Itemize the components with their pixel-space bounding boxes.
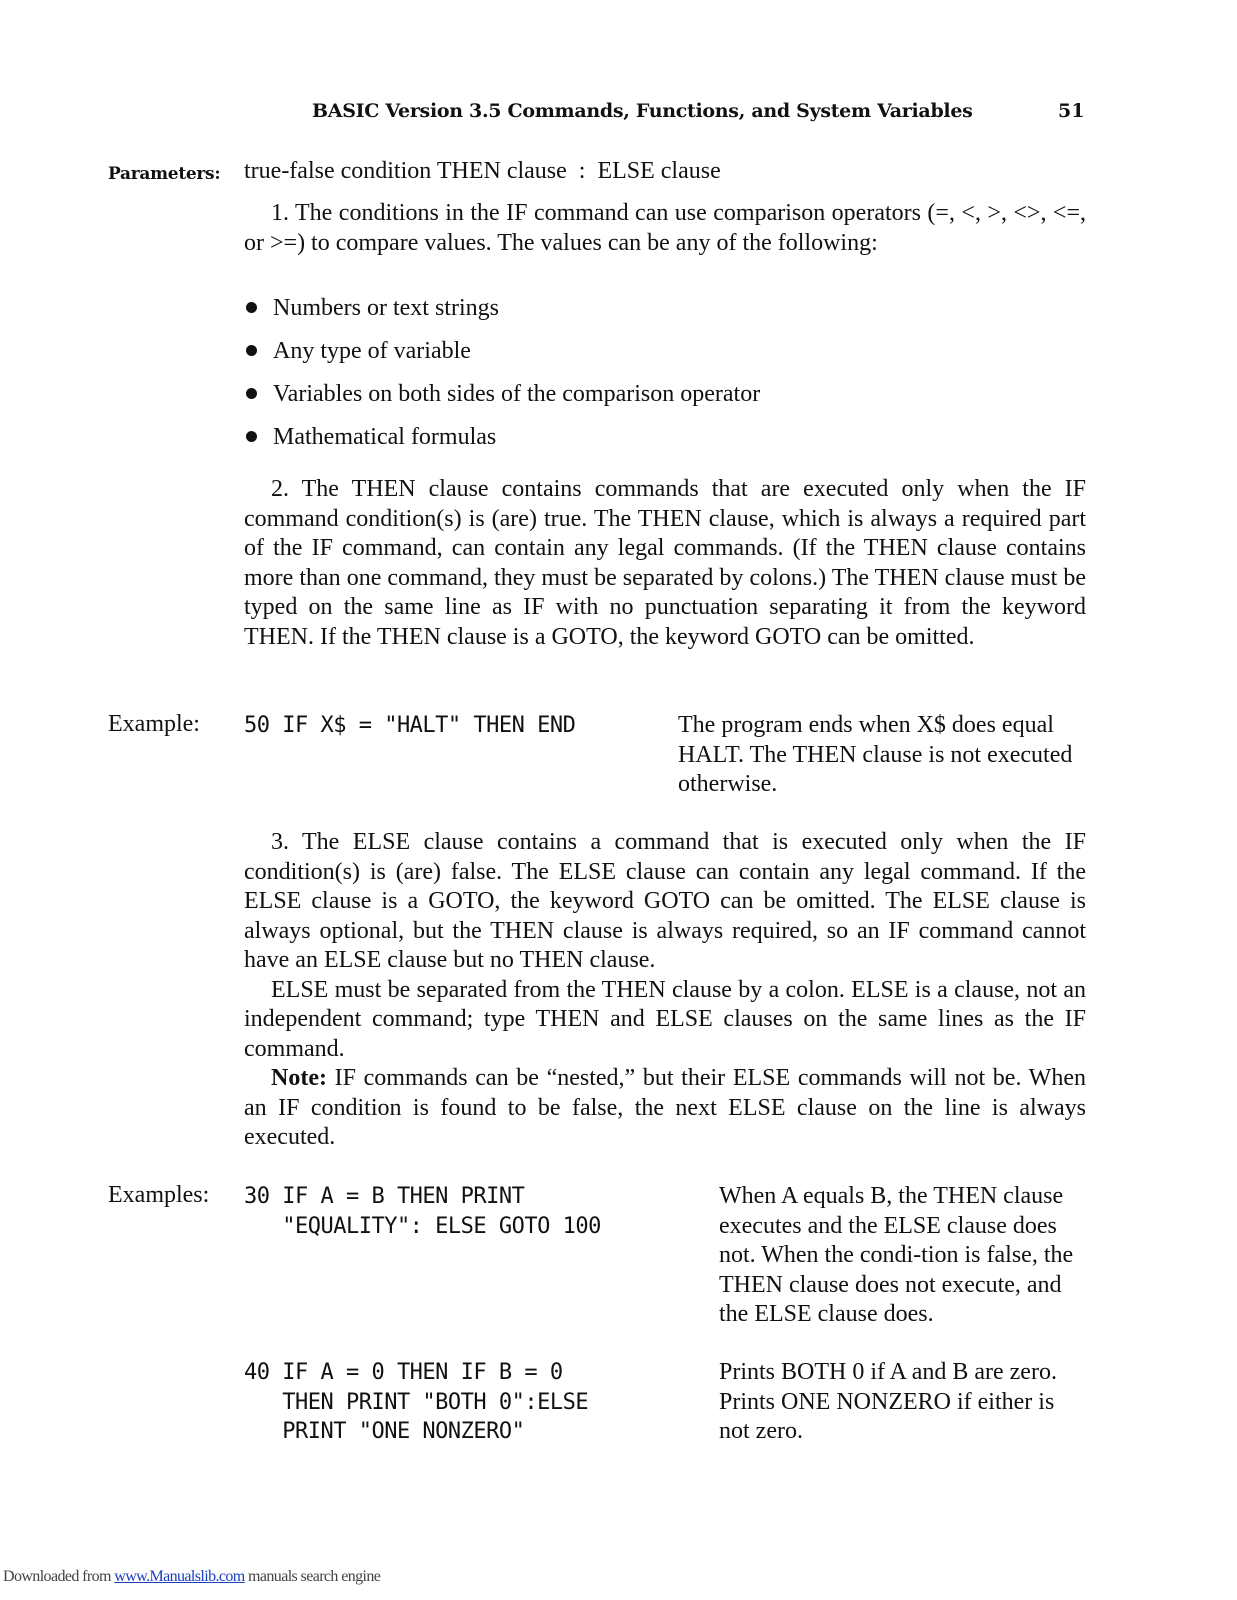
download-footer: Downloaded from www.Manualslib.com manuals search engine bbox=[3, 1568, 381, 1585]
bullet-icon bbox=[246, 302, 257, 313]
example-code-30: 30 IF A = B THEN PRINT "EQUALITY": ELSE GOTO 100 bbox=[244, 1184, 601, 1239]
point-3-paragraph bbox=[244, 828, 1086, 1153]
else-separator-text: ELSE must be separated from the THEN clause by a colon. ELSE is a clause, not an independent command; type THEN and ELSE clauses on the same lines as the IF command. bbox=[244, 976, 1086, 1062]
list-item: Any type of variable bbox=[244, 329, 760, 372]
list-item: Variables on both sides of the comparison operator bbox=[244, 372, 760, 415]
bullet-icon bbox=[246, 431, 257, 442]
note-paragraph bbox=[244, 1064, 1086, 1153]
page-number: 51 bbox=[1058, 100, 1085, 122]
manualslib-link[interactable]: www.Manualslib.com bbox=[114, 1568, 245, 1585]
example-label: Example: bbox=[108, 711, 200, 737]
bullet-icon bbox=[246, 388, 257, 399]
parameters-text: true-false condition THEN clause : ELSE clause bbox=[244, 158, 721, 184]
list-item: Numbers or text strings bbox=[244, 286, 760, 329]
note-text: IF commands can be “nested,” but their ELSE commands will not be. When an IF condition is found to be false, the next ELSE clause on the line is always executed. bbox=[244, 1065, 1086, 1150]
point-2-text: 2. The THEN clause contains commands that are executed only when the IF command condition(s) is (are) true. The THEN clause, which is always a required part of the IF command, can contain any legal commands. (If the THEN clause contains more than one command, they must be separated by colons.) The THEN clause must be typed on the same line as IF with no punctuation separating it from the keyword THEN. If the THEN clause is a GOTO, the keyword GOTO can be omitted. bbox=[244, 476, 1086, 650]
value-types-list bbox=[244, 286, 760, 458]
example-description: The program ends when X$ does equal HALT. The THEN clause is not executed otherwise. bbox=[678, 712, 1073, 797]
bullet-icon bbox=[246, 345, 257, 356]
point-1-text: 1. The conditions in the IF command can use comparison operators (=, <, >, <>, <=, or >=) to compare values. The values can be any of the following: bbox=[244, 200, 1086, 256]
list-item: Mathematical formulas bbox=[244, 415, 760, 458]
point-2-paragraph bbox=[244, 475, 1086, 652]
parameters-label: Parameters: bbox=[108, 164, 221, 184]
running-header-title: BASIC Version 3.5 Commands, Functions, and System Variables bbox=[312, 100, 973, 122]
example-code: 50 IF X$ = "HALT" THEN END bbox=[244, 713, 576, 738]
point-1-paragraph bbox=[244, 199, 1086, 258]
example-description-40: Prints BOTH 0 if A and B are zero. Prints ONE NONZERO if either is not zero. bbox=[719, 1359, 1057, 1444]
example-code-40: 40 IF A = 0 THEN IF B = 0 THEN PRINT "BOTH 0":ELSE PRINT "ONE NONZERO" bbox=[244, 1360, 589, 1444]
examples-label: Examples: bbox=[108, 1182, 210, 1208]
note-label: Note: bbox=[271, 1065, 327, 1091]
example-description-30: When A equals B, the THEN clause executes and the ELSE clause does not. When the condi-tion is false, the THEN clause does not execute, and the ELSE clause does. bbox=[719, 1183, 1074, 1327]
point-3-text: 3. The ELSE clause contains a command that is executed only when the IF condition(s) is (are) false. The ELSE clause can contain any legal command. If the ELSE clause is a GOTO, the keyword GOTO can be omitted. The ELSE clause is always optional, but the THEN clause is always required, so an IF command cannot have an ELSE clause but no THEN clause. bbox=[244, 829, 1086, 973]
